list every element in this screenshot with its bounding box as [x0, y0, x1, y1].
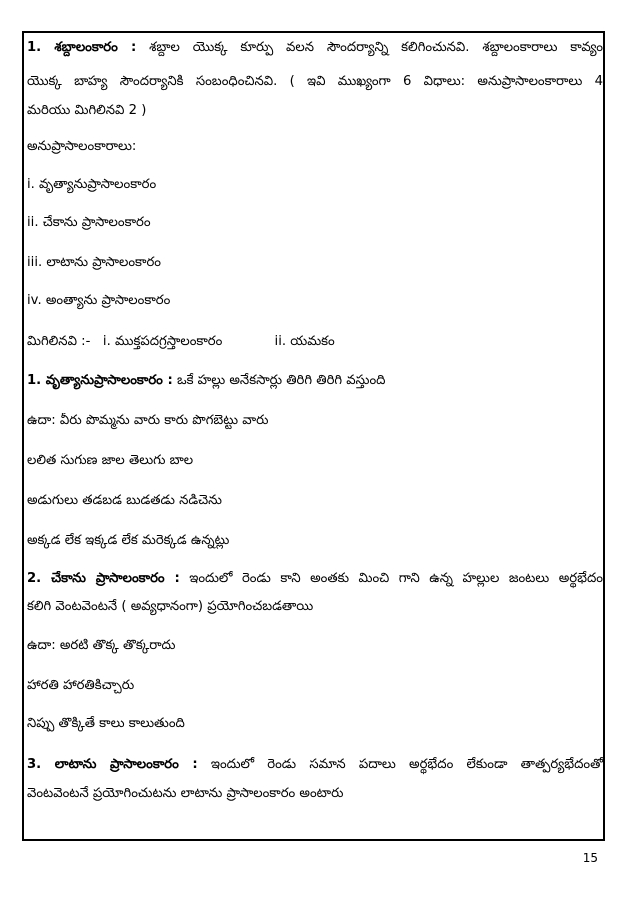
anuprasa-list-item: iii. లాటాను ప్రాసాలంకారం: [27, 255, 161, 270]
example-line: లలిత సుగుణ జాల తెలుగు బాల: [27, 453, 194, 468]
alankara-intro-line-1: 1. శబ్దాలంకారం : శబ్దాల యొక్క కూర్పు వలన సౌందర్యాన్ని కలిగించునవి. శబ్దాలంకారాలు కావ్యం: [27, 40, 603, 55]
cheka-definition-line-1: 2. చేకాను ప్రాసాలంకారం : ఇందులో రెండు కాని అంతకు మించి గాని ఉన్న హల్లుల జంటలు అర్థభేదం: [27, 571, 603, 586]
remaining-item: i. ముక్తపదగ్రస్తాలంకారం: [102, 334, 223, 349]
sabdalankaram-heading: 1. శబ్దాలంకారం :: [27, 40, 137, 55]
example-line: అక్కడ లేక ఇక్కడ లేక మరెక్కడ ఉన్నట్లు: [27, 533, 230, 548]
anuprasa-list-item: ii. చేకాను ప్రాసాలంకారం: [27, 215, 151, 230]
alankara-intro-line-3: మరియు మిగిలినవి 2 ): [27, 103, 147, 118]
page-number: 15: [582, 851, 598, 865]
anuprasa-list-item: iv. అంత్యాను ప్రాసాలంకారం: [27, 293, 171, 308]
example-line: ఉదా: వీరు పొమ్మను వారు కారు పొగబెట్టు వారు: [27, 413, 269, 428]
anuprasa-heading: అనుప్రాసాలంకారాలు:: [27, 139, 137, 154]
anuprasa-list-item: i. వృత్యానుప్రాసాలంకారం: [27, 177, 157, 192]
cheka-heading: 2. చేకాను ప్రాసాలంకారం :: [27, 571, 180, 586]
lata-definition-line-1: 3. లాటాను ప్రాసాలంకారం : ఇందులో రెండు సమాన పదాలు అర్థభేదం లేకుండా తాత్పర్యభేదంతో: [27, 757, 603, 772]
lata-heading: 3. లాటాను ప్రాసాలంకారం :: [27, 757, 198, 772]
cheka-definition-line-2: కలిగి వెంటవెంటనే ( అవ్యధానంగా) ప్రయోగించబడతాయి: [27, 599, 314, 614]
example-line: నిప్పు తొక్కితే కాలు కాలుతుంది: [27, 716, 185, 731]
remaining-label: మిగిలినవి :-: [27, 334, 91, 349]
example-line: ఉదా: అరటి తొక్క తొక్కరాదు: [27, 638, 176, 653]
vrutya-heading: 1. వృత్యానుప్రాసాలంకారం :: [27, 373, 173, 388]
example-line: హారతి హారతికిచ్చారు: [27, 678, 135, 693]
example-line: అడుగులు తడబడ బుడతడు నడిచెను: [27, 493, 222, 508]
remaining-item: ii. యమకం: [274, 334, 335, 349]
lata-definition-line-2: వెంటవెంటనే ప్రయోగించుటను లాటాను ప్రాసాలంకారం అంటారు: [27, 786, 344, 801]
alankara-intro-line-2: యొక్క బాహ్య సౌందర్యానికి సంబంధించినవి. ( ఇవి ముఖ్యంగా 6 విధాలు: అనుప్రాసాలంకారాలు 4: [27, 74, 603, 89]
vrutya-definition: 1. వృత్యానుప్రాసాలంకారం : ఒకే హల్లు అనేకసార్లు తిరిగి తిరిగి వస్తుంది: [27, 373, 386, 388]
remaining-types-line: [27, 334, 603, 352]
